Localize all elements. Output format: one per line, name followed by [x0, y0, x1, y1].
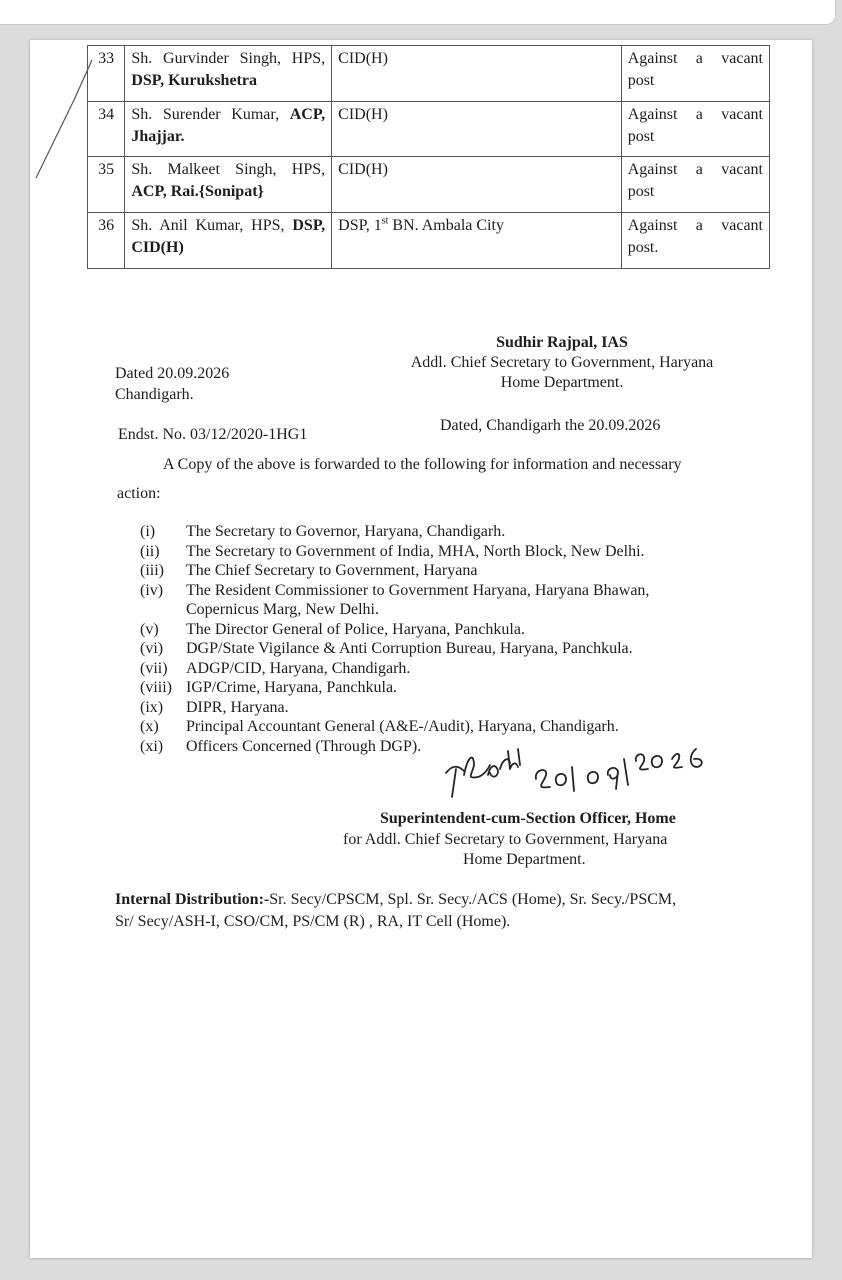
handwritten-signature [438, 735, 738, 800]
list-text: The Chief Secretary to Government, Haryana [186, 562, 478, 579]
section-officer-title: Superintendent-cum-Section Officer, Home [380, 810, 676, 827]
list-number: (iii) [140, 562, 164, 579]
table-row [88, 102, 770, 157]
list-number: (ix) [140, 698, 164, 716]
dated-line: Dated 20.09.2026 [115, 365, 230, 382]
signatory-designation: Addl. Chief Secretary to Government, Haryana [410, 354, 714, 371]
officer-name-plain: Sh. Gurvinder Singh, HPS, [131, 50, 326, 67]
remark: Against a vacant post [621, 157, 769, 213]
endorsement-date: Dated, Chandigarh the 20.09.2026 [440, 417, 661, 434]
copy-intro-line2: action: [117, 485, 161, 502]
internal-distribution-line1: Sr. Secy/CPSCM, Spl. Sr. Secy./ACS (Home), Sr. Secy./PSCM, [269, 891, 677, 908]
list-text: IGP/Crime, Haryana, Panchkula. [186, 679, 398, 696]
officer-name [125, 213, 332, 269]
internal-distribution-label: Internal Distribution:- [115, 891, 270, 908]
officer-post: DSP, Kurukshetra [131, 72, 257, 89]
posting-superscript: st [381, 215, 389, 227]
copy-intro-line1: A Copy of the above is forwarded to the following for information and necessary [163, 456, 682, 473]
posting-place: CID(H) [332, 157, 622, 213]
list-text: ADGP/CID, Haryana, Chandigarh. [186, 659, 411, 677]
endorsement-number: Endst. No. 03/12/2020-1HG1 [118, 426, 308, 443]
remark: Against a vacant post [621, 102, 769, 157]
list-item [140, 581, 746, 620]
list-text [186, 581, 746, 620]
officer-name [125, 102, 332, 157]
section-officer-for: for Addl. Chief Secretary to Government, Haryana [343, 831, 668, 848]
internal-distribution-line2: Sr/ Secy/ASH-I, CSO/CM, PS/CM (R) , RA, IT Cell (Home). [115, 913, 511, 930]
row-number: 34 [88, 102, 125, 157]
signatory-department: Home Department. [500, 374, 624, 391]
officer-name [125, 46, 332, 102]
list-text: The Director General of Police, Haryana, Panchkula. [186, 620, 525, 638]
list-item [140, 620, 746, 640]
posting-place [332, 213, 622, 269]
list-item [140, 639, 746, 659]
list-number: (i) [140, 523, 156, 540]
distribution-list [140, 522, 746, 756]
list-item [140, 678, 746, 698]
list-text-line: The Resident Commissioner to Government Haryana, Haryana Bhawan, [186, 581, 650, 599]
officer-name-plain: Sh. Malkeet Singh, HPS, [131, 161, 326, 178]
list-number: (vii) [140, 659, 168, 677]
posting-text-rest: BN. Ambala City [388, 217, 504, 234]
list-item [140, 522, 746, 542]
row-number: 36 [88, 213, 125, 269]
list-item [140, 698, 746, 718]
row-number: 33 [88, 46, 125, 102]
remark: Against a vacant post. [621, 213, 769, 269]
table-row [88, 46, 770, 102]
list-number: (ii) [140, 542, 160, 560]
list-number: (x) [140, 718, 159, 735]
posting-text: DSP, 1 [338, 217, 382, 234]
list-number: (viii) [140, 679, 172, 696]
list-item [140, 659, 746, 679]
list-item [140, 542, 746, 562]
officer-name [125, 157, 332, 213]
remark: Against a vacant post [621, 46, 769, 102]
list-text: Principal Accountant General (A&E-/Audit), Haryana, Chandigarh. [186, 718, 619, 735]
row-number: 35 [88, 157, 125, 213]
list-text: Officers Concerned (Through DGP). [186, 737, 422, 755]
list-text-line: Copernicus Marg, New Delhi. [186, 601, 379, 618]
place-line: Chandigarh. [115, 386, 194, 403]
list-item [140, 561, 746, 581]
page-fold-line [34, 60, 94, 180]
list-text: DGP/State Vigilance & Anti Corruption Bureau, Haryana, Panchkula. [186, 640, 633, 657]
list-text: DIPR, Haryana. [186, 698, 289, 716]
top-strip [0, 0, 836, 25]
posting-table [87, 45, 770, 269]
list-text: The Secretary to Government of India, MHA, North Block, New Delhi. [186, 542, 645, 560]
table-row [88, 157, 770, 213]
officer-name-plain: Sh. Surender Kumar, [131, 106, 290, 123]
posting-place: CID(H) [332, 46, 622, 102]
table-row [88, 213, 770, 269]
list-number: (v) [140, 620, 159, 638]
list-text: The Secretary to Governor, Haryana, Chandigarh. [186, 523, 506, 540]
signatory-name: Sudhir Rajpal, IAS [496, 334, 628, 351]
list-item [140, 717, 746, 737]
posting-place: CID(H) [332, 102, 622, 157]
list-number: (iv) [140, 581, 164, 599]
officer-post: ACP, Jhajjar. [131, 106, 326, 145]
list-number: (vi) [140, 640, 164, 657]
officer-post: DSP, CID(H) [131, 217, 326, 256]
list-number: (xi) [140, 737, 164, 755]
internal-distribution [115, 890, 676, 910]
officer-post: ACP, Rai.{Sonipat} [131, 183, 264, 200]
officer-name-plain: Sh. Anil Kumar, HPS, [131, 217, 293, 234]
section-officer-department: Home Department. [463, 851, 586, 868]
